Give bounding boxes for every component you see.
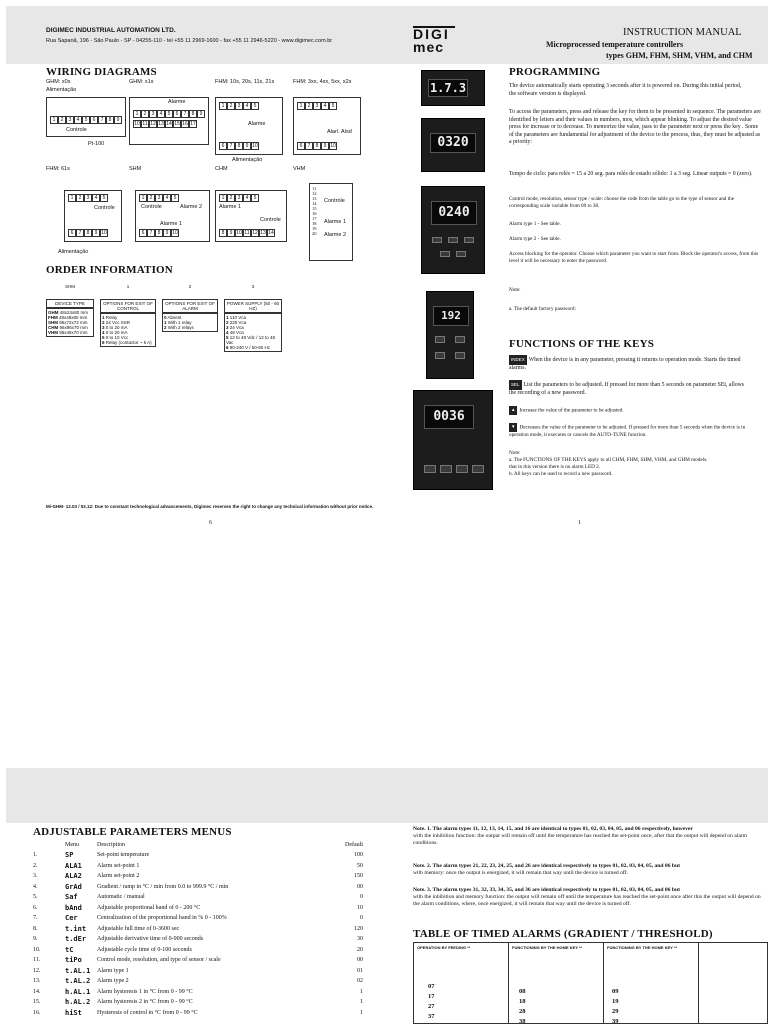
parameter-row (33, 892, 363, 903)
wiring-diagram-chm: 1 2 3 4 5 8 9 10 11 12 13 14 (215, 190, 287, 242)
photo-button (456, 251, 466, 257)
parameter-row (33, 850, 363, 861)
arrow-up-icon: ▲ (509, 406, 517, 415)
param-description: Hysteresis of control in °C from 0 - 99 °C (97, 1009, 198, 1016)
param-default: 120 (354, 925, 363, 932)
order-alarm-block: OPTIONS FOR EXIT OF ALARM 0 Absent 1 With 1 relay 2 With 2 relays (162, 299, 218, 332)
param-menu-code: bAnd (65, 903, 82, 912)
param-description: Automatic / manual (97, 894, 145, 901)
param-menu-code: t.int (65, 924, 87, 933)
parameter-row (33, 1008, 363, 1019)
param-header-default: Default (345, 842, 363, 848)
photo-button (464, 237, 474, 243)
wiring-caption-alarme-ghm: Alarme (168, 99, 186, 105)
param-menu-code: t.AL.1 (65, 966, 91, 975)
device-photo-vhm: 0240 (421, 186, 485, 274)
param-default: 01 (357, 967, 363, 974)
param-default: 100 (354, 852, 363, 859)
param-number: 1. (33, 852, 38, 859)
param-number: 2. (33, 862, 38, 869)
param-description: Adjustable full time of 0-3600 sec (97, 925, 180, 932)
order-pos-2: 2 (188, 284, 192, 289)
param-description: Alarm set-point 2 (97, 873, 140, 880)
programming-item-alarm1: Alarm type 1 - See table. (509, 221, 561, 227)
timed-col-home-2: FUNCTIONING BY THE HOME KEY ** 09 19 29 39 (604, 943, 699, 1024)
param-description: Adjustable proportional band of 0 - 200 °C (97, 904, 201, 911)
photo-button (455, 336, 465, 343)
param-number: 8. (33, 925, 38, 932)
wiring-label-ghm-x0s: GHM: x0s (46, 79, 71, 85)
parameter-row (33, 882, 363, 893)
key-down-item: ▼ Decreases the value of the parameter to be adjusted. If pressed for more than 5 seconds when the device is in operation mode, it executes or cancels the AUTO-TUNE function. (509, 424, 746, 438)
param-menu-code: SP (65, 851, 74, 860)
parameter-row (33, 934, 363, 945)
wiring-diagram-fhm-3xx: 1 2 3 4 5 6 7 8 9 10 (293, 97, 361, 155)
wiring-label-fhm-10s: FHM: 10s, 20s, 11s, 21s (215, 79, 275, 85)
wiring-caption-alarme2-shm: Alarme 2 (180, 204, 203, 210)
photo-button (455, 352, 465, 359)
param-description: Control mode, resolution, and type of sensor / scale (97, 957, 221, 964)
parameter-row (33, 945, 363, 956)
order-device-header: DEVICE TYPE (46, 299, 94, 308)
param-default: 1 (360, 1009, 363, 1016)
wiring-diagram-ghm-x1s: 1 2 3 4 5 6 7 8 9 10 11 12 13 14 15 16 17 (129, 97, 209, 145)
photo-button (432, 237, 442, 243)
param-menu-code: Cer (65, 914, 78, 923)
keys-title: FUNCTIONS OF THE KEYS (509, 338, 655, 350)
parameter-row (33, 976, 363, 987)
programming-access: To access the parameters, press and release the key for them to be presented in sequence. The parameters are identified by letters and their values in numbers, mos, which appear blinking. To adjust the desired value press for increase or to decrease. To memorize the value, pass to the parameter next or press the key . Some of the parameters are fundamental for adjustment of the device to the process, thus, they must be adjusted as a priority: (509, 109, 761, 146)
param-number: 5. (33, 894, 38, 901)
param-description: Alarm type 2 (97, 978, 129, 985)
param-default: 1 (360, 988, 363, 995)
alarm-note-1: Note. 1. The alarm types 11, 12, 13, 14, 15, and 16 are identical to types 01, 02, 03, 04, 05, and 06 respectively, however with the inhibition function: the output will remain off until the temperature has reached the set-point once, after that the output will depend on alarm conditions. (413, 826, 748, 846)
wiring-caption-alarme1-vhm: Alarme 1 (324, 219, 347, 225)
parameters-table (33, 842, 363, 1018)
wiring-caption-alarme-fhm: Alarme (248, 121, 266, 127)
programming-item-blocking: Access blocking for the operator. Choose which parameter you want to start from. Block the operator's access, from this level it will be necessary to enter the password. (509, 251, 759, 264)
device-photo-chm: 0036 (413, 390, 493, 490)
param-menu-code: GrAd (65, 882, 82, 891)
order-power-header: POWER SUPPLY (50 - 60 HZ) (224, 299, 282, 313)
param-menu-code: tC (65, 945, 74, 954)
param-description: Adjustable cycle time of 0-100 seconds (97, 946, 192, 953)
device-photo-ghm: 1.7.3 (421, 70, 485, 106)
param-description: Adjustable derivative time of 0-900 seconds (97, 936, 204, 943)
manual-models: types GHM, FHM, SHM, VHM, and CHM (606, 51, 753, 60)
programming-item-type: Control mode, resolution, sensor type / scale: choose the code from the table go to the type of sensor and the corresponding scale variable from 00 to 38. (509, 196, 735, 209)
wiring-label-chm: CHM (215, 166, 228, 172)
param-number: 12. (33, 967, 41, 974)
param-default: 20 (357, 946, 363, 953)
param-header-menu: Menu (65, 842, 79, 848)
programming-item-cycle: Tempo de ciclo: para relés = 15 a 20 seg. para relés de estado sólido: 1 a 3 seg. Linear outputs = 0 (zero). (509, 171, 753, 177)
sel-key-icon: SEL (509, 380, 522, 390)
param-default: 02 (357, 978, 363, 985)
order-pos-3: 3 (251, 284, 255, 289)
param-description: Alarm type 1 (97, 967, 129, 974)
order-model: SHM (65, 284, 75, 289)
programming-note-label: Note: (509, 287, 521, 293)
wiring-diagram-vhm: 11 12 13 14 15 16 17 18 19 20 (309, 183, 353, 261)
wiring-label-fhm-3xx: FHM: 3xx, 4xx, 5xx, x2s (293, 79, 352, 85)
param-description: Centralization of the proportional band in % 0 - 100% (97, 915, 227, 922)
company-name: DIGIMEC INDUSTRIAL AUTOMATION LTD. (46, 27, 176, 34)
wiring-label-shm: SHM (129, 166, 142, 172)
key-sel-item: SEL List the parameters to be adjusted. If pressed for more than 5 seconds on parameter SEt, allows the recording of a new password. (509, 382, 745, 396)
wiring-caption-alimentacao: Alimentação (46, 87, 77, 93)
wiring-label-fhm-61s: FHM: 61s (46, 166, 70, 172)
param-description: Alarm hysteresis 1 in °C from 0 - 99 °C (97, 988, 193, 995)
page-number-left: 6 (209, 520, 212, 526)
keys-note-b: b. All keys can be used to record a new password. (509, 471, 613, 477)
digimec-logo: DIGI mec (413, 26, 455, 56)
param-menu-code: t.dEr (65, 935, 87, 944)
photo-button (440, 251, 450, 257)
wiring-caption-controle-shm: Controle (141, 204, 162, 210)
param-description: Alarm hysteresis 2 in °C from 0 - 99 °C (97, 999, 193, 1006)
param-menu-code: h.AL.2 (65, 998, 91, 1007)
param-description: Alarm set-point 1 (97, 862, 140, 869)
photo-button (435, 352, 445, 359)
order-power-block: POWER SUPPLY (50 - 60 HZ) 1 110 Vca 2 220 Vca 3 24 Vca 4 48 Vca 5 12 to 48 Vdc / 12 to 48 Vac 6 90-240 V / 50-60 Hz (224, 299, 282, 352)
wiring-diagram-fhm-61s: 1 2 3 4 5 6 7 8 9 10 (64, 190, 122, 242)
keys-note-label: Note: (509, 450, 521, 456)
parameter-row (33, 861, 363, 872)
photo-button (448, 237, 458, 243)
param-number: 7. (33, 915, 38, 922)
separator-band (6, 768, 768, 823)
order-device-block: DEVICE TYPE GHM 48x24x80 mm FHM 48x48x80 mm SHM 96x72x72 mm CHM 96x96x70 mm VHM 96x48x70 mm (46, 299, 94, 337)
param-default: 00 (357, 957, 363, 964)
programming-item-alarm2: Alarm type 2 - See table. (509, 236, 561, 242)
param-number: 16. (33, 1009, 41, 1016)
wiring-label-ghm-x1s: GHM: x1s (129, 79, 154, 85)
param-default: 150 (354, 873, 363, 880)
keys-note-a: a. The FUNCTIONS OF THE KEYS apply to all CHM, FHM, SHM, VHM, and GHM models. (509, 457, 708, 463)
param-number: 10. (33, 946, 41, 953)
parameter-row (33, 871, 363, 882)
param-menu-code: ALA1 (65, 861, 82, 870)
param-header-desc: Description (97, 842, 125, 848)
programming-note: a. The default factory password: (509, 306, 576, 312)
wiring-caption-alarme1-chm: Alarme 1 (219, 204, 242, 210)
wiring-caption-controle-vhm: Controle (324, 198, 345, 204)
parameter-row (33, 997, 363, 1008)
timed-col-home-1: FUNCTIONING BY THE HOME KEY ** 08 18 28 38 (509, 943, 604, 1024)
manual-title: INSTRUCTION MANUAL (623, 27, 742, 38)
footer-disclaimer: Mi-GHM- 12.03 / 02.12: Due to constant technological advancements, Digimec reserves the right to change any technical information without prior notice. (46, 504, 374, 509)
device-photo-shm: 192 (426, 291, 474, 379)
param-number: 14. (33, 988, 41, 995)
param-number: 13. (33, 978, 41, 985)
photo-button (456, 465, 468, 473)
wiring-diagram-ghm-x0s: 1 2 3 4 5 6 7 8 9 (46, 97, 126, 137)
photo-button (440, 465, 452, 473)
parameters-title: ADJUSTABLE PARAMETERS MENUS (33, 826, 232, 838)
page-number-right: 1 (578, 520, 581, 526)
param-menu-code: Saf (65, 893, 78, 902)
param-menu-code: hiSt (65, 1008, 82, 1017)
photo-button (424, 465, 436, 473)
param-default: 50 (357, 862, 363, 869)
manual-subtitle: Microprocessed temperature controllers (546, 40, 684, 49)
timed-col-feeding: OPERATION BY FEEDING ** 07 17 27 37 (414, 943, 509, 1024)
param-number: 3. (33, 873, 38, 880)
param-number: 15. (33, 999, 41, 1006)
wiring-caption-controle-chm: Controle (260, 217, 281, 223)
wiring-diagram-fhm-10s: 1 2 3 4 5 6 7 8 9 10 (215, 97, 283, 155)
param-default: 1 (360, 999, 363, 1006)
param-menu-code: t.AL.2 (65, 977, 91, 986)
company-address: Rua Sapanã, 196 - São Paulo - SP - 04255-110 - tel +55 11 2969-1600 - fax +55 11 2946-5220 - www.digimec.com.br (46, 38, 333, 44)
order-title: ORDER INFORMATION (46, 264, 173, 276)
order-control-block: OPTIONS FOR EXIT OF CONTROL 1 Relay 2 24 Vcc SSR 3 0 to 20 mA 4 0 to 20 mA 5 0 to 10 Vcc 6 Relay (contactor ~ 5 A) (100, 299, 156, 347)
order-control-header: OPTIONS FOR EXIT OF CONTROL (100, 299, 156, 313)
alarm-note-2: Note. 2. The alarm types 21, 22, 23, 24, 25, and 26 are identical respectively to types 01, 02, 03, 04, 05, and 06 but with memory: once the output is energized, it will remain that way until the device is turned off. (413, 863, 680, 876)
wiring-caption-alarme1-shm: Alarme 1 (160, 221, 183, 227)
wiring-caption-alarme2-vhm: Alarme 2 (324, 232, 347, 238)
param-description: Gradient / ramp in °C / min from 0.0 to 999.9 °C / min (97, 883, 229, 890)
wiring-caption-pt100: Pt-100 (88, 141, 105, 147)
param-default: 10 (357, 904, 363, 911)
param-number: 6. (33, 904, 38, 911)
wiring-caption-alimentacao-fhm: Alimentação (232, 157, 263, 163)
photo-button (472, 465, 484, 473)
param-description: Set-point temperature (97, 852, 150, 859)
order-alarm-header: OPTIONS FOR EXIT OF ALARM (162, 299, 218, 313)
wiring-diagram-shm: 1 2 3 4 5 6 7 8 9 10 (135, 190, 210, 242)
key-up-item: ▲ Increase the value of the parameter to be adjusted. (511, 407, 624, 414)
wiring-title: WIRING DIAGRAMS (46, 66, 157, 78)
parameter-row (33, 955, 363, 966)
parameter-row (33, 913, 363, 924)
wiring-label-vhm: VHM (293, 166, 306, 172)
wiring-caption-alimentacao-61s: Alimentação (58, 249, 89, 255)
param-number: 4. (33, 883, 38, 890)
key-index-item: INDEX When the device is in any parameter, pressing it returns to operation mode. Starts the timed alarms. (509, 357, 741, 371)
photo-button (435, 336, 445, 343)
param-menu-code: ALA2 (65, 872, 82, 881)
timed-alarms-table (413, 942, 768, 1024)
param-number: 9. (33, 936, 38, 943)
programming-intro: The device automatically starts operating 3 seconds after it is powered on. During this initial period, the software version is displayed. (509, 83, 742, 97)
order-pos-1: 1 (126, 284, 130, 289)
device-photo-fhm: 0320 (421, 118, 485, 172)
wiring-caption-controle: Controle (66, 127, 87, 133)
parameter-row (33, 987, 363, 998)
programming-title: PROGRAMMING (509, 66, 601, 78)
arrow-down-icon: ▼ (509, 423, 517, 432)
alarm-note-3: Note. 3. The alarm types 31, 32, 33, 34, 35, and 36 are identical respectively to types 01, 02, 03, 04, 05, and 06 but with the inhibition and memory function: the output will remain off until the temperature has reached the set-point once after this the output will depend on the alarm conditions, where, once energized, it will remain that way until the device is turned off. (413, 887, 761, 907)
param-default: 00 (357, 883, 363, 890)
wiring-caption-alarm-aux: Alarí. Alsd (327, 129, 352, 135)
param-default: 0 (360, 915, 363, 922)
index-key-icon: INDEX (509, 355, 527, 365)
param-menu-code: tiPo (65, 956, 82, 965)
parameter-row (33, 924, 363, 935)
timed-alarms-title: TABLE OF TIMED ALARMS (GRADIENT / THRESHOLD) (413, 928, 713, 940)
parameter-row (33, 903, 363, 914)
wiring-caption-controle-61s: Controle (94, 205, 115, 211)
param-default: 0 (360, 894, 363, 901)
parameter-row (33, 966, 363, 977)
param-default: 30 (357, 936, 363, 943)
param-number: 11. (33, 957, 41, 964)
param-menu-code: h.AL.1 (65, 987, 91, 996)
keys-note-a2: that in this version there is no alarm LED 2. (509, 464, 601, 470)
